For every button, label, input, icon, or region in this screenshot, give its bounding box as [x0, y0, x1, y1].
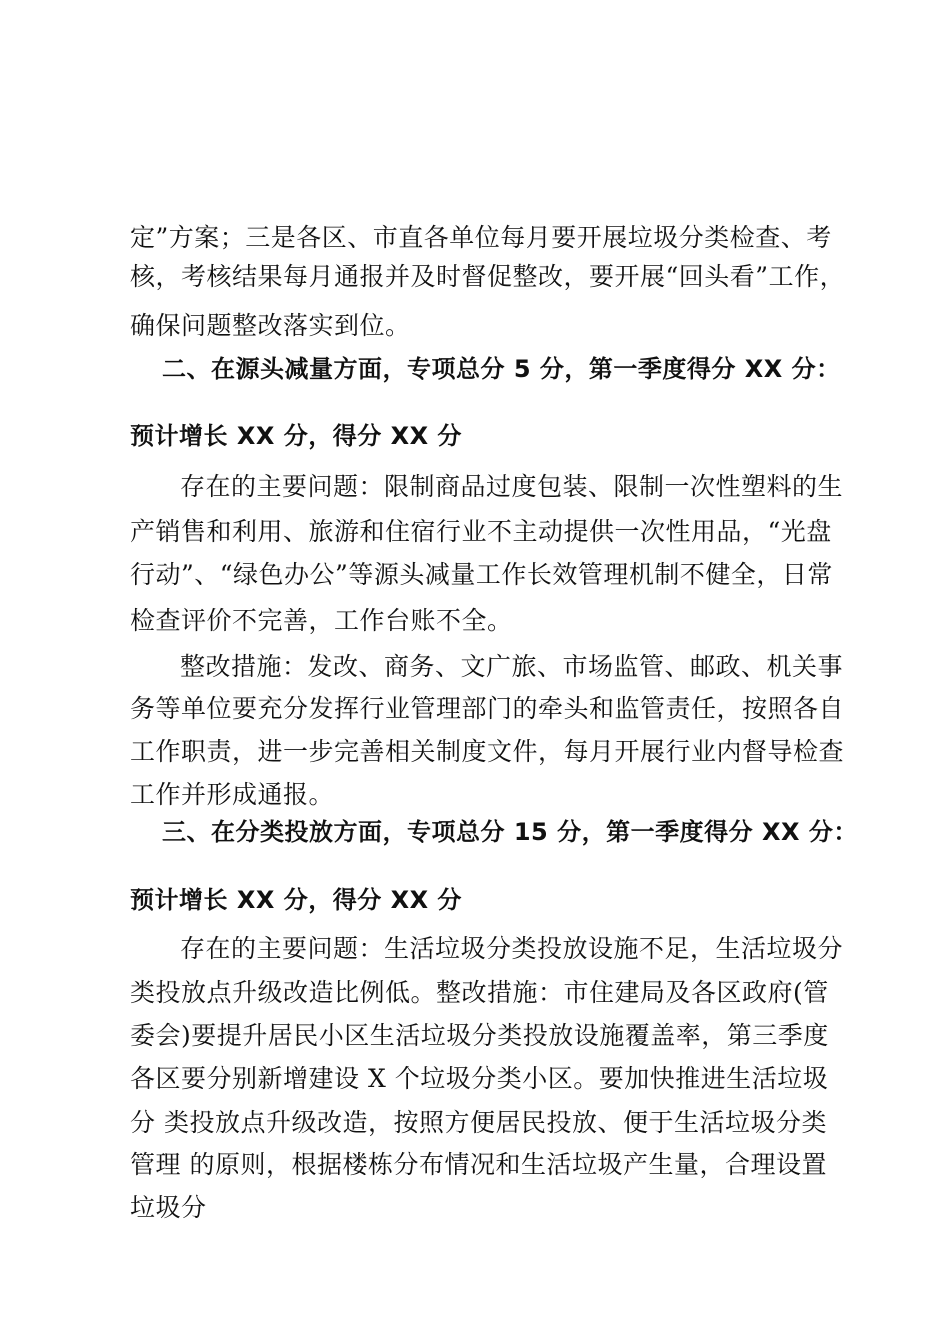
paragraph-line: 工作职责，进一步完善相关制度文件，每月开展行业内督导检查: [130, 737, 845, 766]
paragraph-line: 各区要分别新增建设 X 个垃圾分类小区。要加快推进生活垃圾: [130, 1064, 829, 1093]
paragraph-line: 行动”、“绿色办公”等源头减量工作长效管理机制不健全，日常: [130, 560, 833, 589]
paragraph-line: 工作并形成通报。: [130, 780, 335, 809]
paragraph-line: 垃圾分: [130, 1193, 207, 1222]
section-subheading-score: 预计增长 XX 分，得分 XX 分: [130, 886, 462, 914]
paragraph-line: 检查评价不完善，工作台账不全。: [130, 606, 513, 635]
paragraph-line: 产销售和利用、旅游和住宿行业不主动提供一次性用品，“光盘: [130, 517, 832, 546]
section-heading-source-reduction: 二、在源头减量方面，专项总分 5 分，第一季度得分 XX 分：: [162, 355, 841, 383]
section-heading-sorted-disposal: 三、在分类投放方面，专项总分 15 分，第一季度得分 XX 分：: [162, 818, 858, 846]
paragraph-line: 存在的主要问题：生活垃圾分类投放设施不足，生活垃圾分: [180, 934, 844, 963]
paragraph-line: 管理 的原则，根据楼栋分布情况和生活垃圾产生量，合理设置: [130, 1150, 827, 1179]
paragraph-line: 委会)要提升居民小区生活垃圾分类投放设施覆盖率，第三季度: [130, 1021, 829, 1050]
paragraph-line: 定”方案；三是各区、市直各单位每月要开展垃圾分类检查、考: [130, 223, 832, 252]
paragraph-line: 务等单位要充分发挥行业管理部门的牵头和监管责任，按照各自: [130, 694, 845, 723]
section-subheading-score: 预计增长 XX 分，得分 XX 分: [130, 422, 462, 450]
paragraph-line: 确保问题整改落实到位。: [130, 311, 411, 340]
paragraph-line: 分 类投放点升级改造，按照方便居民投放、便于生活垃圾分类: [130, 1108, 827, 1137]
paragraph-line: 核，考核结果每月通报并及时督促整改，要开展“回头看”工作，: [130, 262, 846, 291]
paragraph-line: 存在的主要问题：限制商品过度包装、限制一次性塑料的生: [180, 472, 844, 501]
paragraph-line: 类投放点升级改造比例低。整改措施：市住建局及各区政府(管: [130, 978, 829, 1007]
paragraph-line: 整改措施：发改、商务、文广旅、市场监管、邮政、机关事: [180, 652, 844, 681]
